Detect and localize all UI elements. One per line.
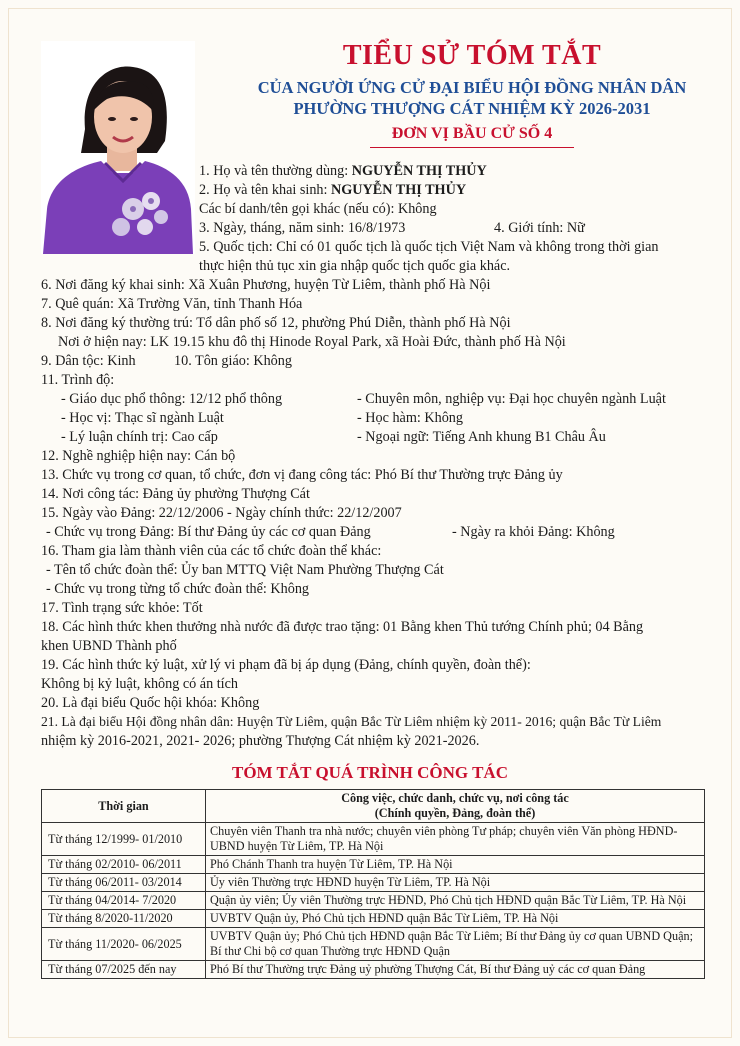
edu-academic-title: - Học hàm: Không: [357, 410, 463, 426]
row-time: Từ tháng 07/2025 đến nay: [42, 961, 206, 979]
table-row: [42, 856, 705, 874]
edu-major: - Chuyên môn, nghiệp vụ: Đại học chuyên ngành Luật: [357, 391, 666, 407]
party-exit-line: - Ngày ra khỏi Đảng: Không: [452, 524, 615, 540]
row-time: Từ tháng 8/2020-11/2020: [42, 910, 206, 928]
document-subtitle: CỦA NGƯỜI ỨNG CỬ ĐẠI BIỂU HỘI ĐỒNG NHÂN DÂN: [257, 78, 687, 97]
table-row: [42, 892, 705, 910]
row-job: Phó Chánh Thanh tra huyện Từ Liêm, TP. Hà Nội: [206, 856, 705, 874]
gender-line: 4. Giới tính: Nữ: [494, 220, 585, 236]
col-job-header-line1: Công việc, chức danh, chức vụ, nơi công tác: [341, 791, 569, 805]
row-time: Từ tháng 04/2014- 7/2020: [42, 892, 206, 910]
row-time: Từ tháng 11/2020- 06/2025: [42, 928, 206, 961]
row-job: Phó Bí thư Thường trực Đảng uỷ phường Thượng Cát, Bí thư Đảng uỷ các cơ quan Đảng: [206, 961, 705, 979]
current-address-line: Nơi ở hiện nay: LK 19.15 khu đô thị Hinode Royal Park, xã Hoài Đức, thành phố Hà Nội: [58, 334, 566, 350]
mass-org-line: - Tên tổ chức đoàn thể: Ủy ban MTTQ Việt Nam Phường Thượng Cát: [46, 562, 444, 578]
row-job: UVBTV Quận ủy; Phó Chủ tịch HĐND quận Bắc Từ Liêm; Bí thư Đảng ủy cơ quan UBND Quận; Bí thư Chi bộ cơ quan Thường trực HĐND Quận: [206, 928, 705, 961]
row-time: Từ tháng 12/1999- 01/2010: [42, 823, 206, 856]
job-line: 12. Nghề nghiệp hiện nay: Cán bộ: [41, 448, 236, 464]
residence-line: 8. Nơi đăng ký thường trú: Tổ dân phố số 12, phường Phú Diễn, thành phố Hà Nội: [41, 315, 511, 331]
row-job: UVBTV Quận ủy, Phó Chủ tịch HĐND quận Bắc Từ Liêm, TP. Hà Nội: [206, 910, 705, 928]
mass-role-line: - Chức vụ trong từng tổ chức đoàn thể: Không: [46, 581, 310, 597]
table-row: [42, 928, 705, 961]
nationality-line: 5. Quốc tịch: Chỉ có 01 quốc tịch là quốc tịch Việt Nam và không trong thời gian: [199, 239, 659, 255]
mass-org-title: 16. Tham gia làm thành viên của các tổ chức đoàn thể khác:: [41, 543, 382, 559]
ethnic-line: 9. Dân tộc: Kinh: [41, 353, 136, 369]
row-job: Chuyên viên Thanh tra nhà nước; chuyên viên phòng Tư pháp; chuyên viên Văn phòng HĐND-UBND huyện Từ Liêm, TP. Hà Nội: [206, 823, 705, 856]
edu-political: - Lý luận chính trị: Cao cấp: [61, 429, 218, 445]
birth-name-line: 2. Họ và tên khai sinh: NGUYỄN THỊ THỦY: [199, 182, 467, 198]
discipline-line-2: Không bị kỷ luật, không có án tích: [41, 676, 239, 692]
health-line: 17. Tình trạng sức khỏe: Tốt: [41, 600, 203, 616]
table-row: [42, 961, 705, 979]
na-delegate-line: 20. Là đại biểu Quốc hội khóa: Không: [41, 695, 260, 711]
edu-general: - Giáo dục phổ thông: 12/12 phổ thông: [61, 391, 283, 407]
party-role-line: - Chức vụ trong Đảng: Bí thư Đảng ủy các cơ quan Đảng: [46, 524, 371, 540]
work-history-table: [41, 789, 705, 979]
row-time: Từ tháng 06/2011- 03/2014: [42, 874, 206, 892]
document-title: TIỂU SỬ TÓM TẮT: [342, 40, 602, 71]
col-job-header: [206, 790, 705, 823]
table-row: [42, 823, 705, 856]
religion-line: 10. Tôn giáo: Không: [174, 353, 292, 369]
birth-name: NGUYỄN THỊ THỦY: [331, 182, 467, 198]
dob-line: 3. Ngày, tháng, năm sinh: 16/8/1973: [199, 220, 406, 236]
position-line: 13. Chức vụ trong cơ quan, tổ chức, đơn vị đang công tác: Phó Bí thư Thường trực Đảng ủy: [41, 467, 563, 483]
hometown-line: 7. Quê quán: Xã Trường Văn, tỉnh Thanh Hóa: [41, 296, 303, 312]
table-row: [42, 874, 705, 892]
discipline-line: 19. Các hình thức kỷ luật, xử lý vi phạm đã bị áp dụng (Đảng, chính quyền, đoàn thể):: [41, 657, 531, 673]
alias-line: Các bí danh/tên gọi khác (nếu có): Không: [199, 201, 437, 217]
row-job: Ủy viên Thường trực HĐND huyện Từ Liêm, TP. Hà Nội: [206, 874, 705, 892]
workplace-line: 14. Nơi công tác: Đảng ủy phường Thượng Cát: [41, 486, 310, 502]
table-header-row: [42, 790, 705, 823]
award-line-2: khen UBND Thành phố: [41, 638, 177, 654]
row-time: Từ tháng 02/2010- 06/2011: [42, 856, 206, 874]
party-line: 15. Ngày vào Đảng: 22/12/2006 - Ngày chính thức: 22/12/2007: [41, 505, 402, 521]
common-name-line: 1. Họ và tên thường dùng: NGUYỄN THỊ THỦY: [199, 163, 487, 179]
education-title: 11. Trình độ:: [41, 372, 115, 388]
council-line-2: nhiệm kỳ 2016-2021, 2021- 2026; phường Thượng Cát nhiệm kỳ 2021-2026.: [41, 733, 480, 749]
unit-underline: [370, 147, 574, 148]
electoral-unit: ĐƠN VỊ BẦU CỬ SỐ 4: [391, 125, 553, 142]
document-subtitle-term: PHƯỜNG THƯỢNG CÁT NHIỆM KỲ 2026-2031: [293, 99, 651, 118]
common-name: NGUYỄN THỊ THỦY: [351, 163, 487, 179]
col-job-header-line2: (Chính quyền, Đảng, đoàn thể): [374, 806, 536, 820]
portrait-photo: [41, 41, 195, 254]
award-line: 18. Các hình thức khen thưởng nhà nước đã được trao tặng: 01 Bằng khen Thủ tướng Chính phủ; 04 Bằng: [41, 619, 644, 635]
council-line: 21. Là đại biểu Hội đồng nhân dân: Huyện Từ Liêm, quận Bắc Từ Liêm nhiệm kỳ 2011- 2016; quận Bắc Từ Liêm: [41, 714, 662, 729]
work-history-title: TÓM TẮT QUÁ TRÌNH CÔNG TÁC: [232, 763, 508, 782]
edu-language: - Ngoại ngữ: Tiếng Anh khung B1 Châu Âu: [357, 429, 606, 445]
col-time-header: Thời gian: [42, 790, 206, 823]
edu-degree: - Học vị: Thạc sĩ ngành Luật: [61, 410, 224, 426]
row-job: Quận ủy viên; Ủy viên Thường trực HĐND, Phó Chủ tịch HĐND quận Bắc Từ Liêm, TP. Hà Nội: [206, 892, 705, 910]
birthplace-line: 6. Nơi đăng ký khai sinh: Xã Xuân Phương, huyện Từ Liêm, thành phố Hà Nội: [41, 277, 491, 293]
nationality-line-2: thực hiện thủ tục xin gia nhập quốc tịch quốc gia khác.: [199, 258, 511, 274]
table-row: [42, 910, 705, 928]
